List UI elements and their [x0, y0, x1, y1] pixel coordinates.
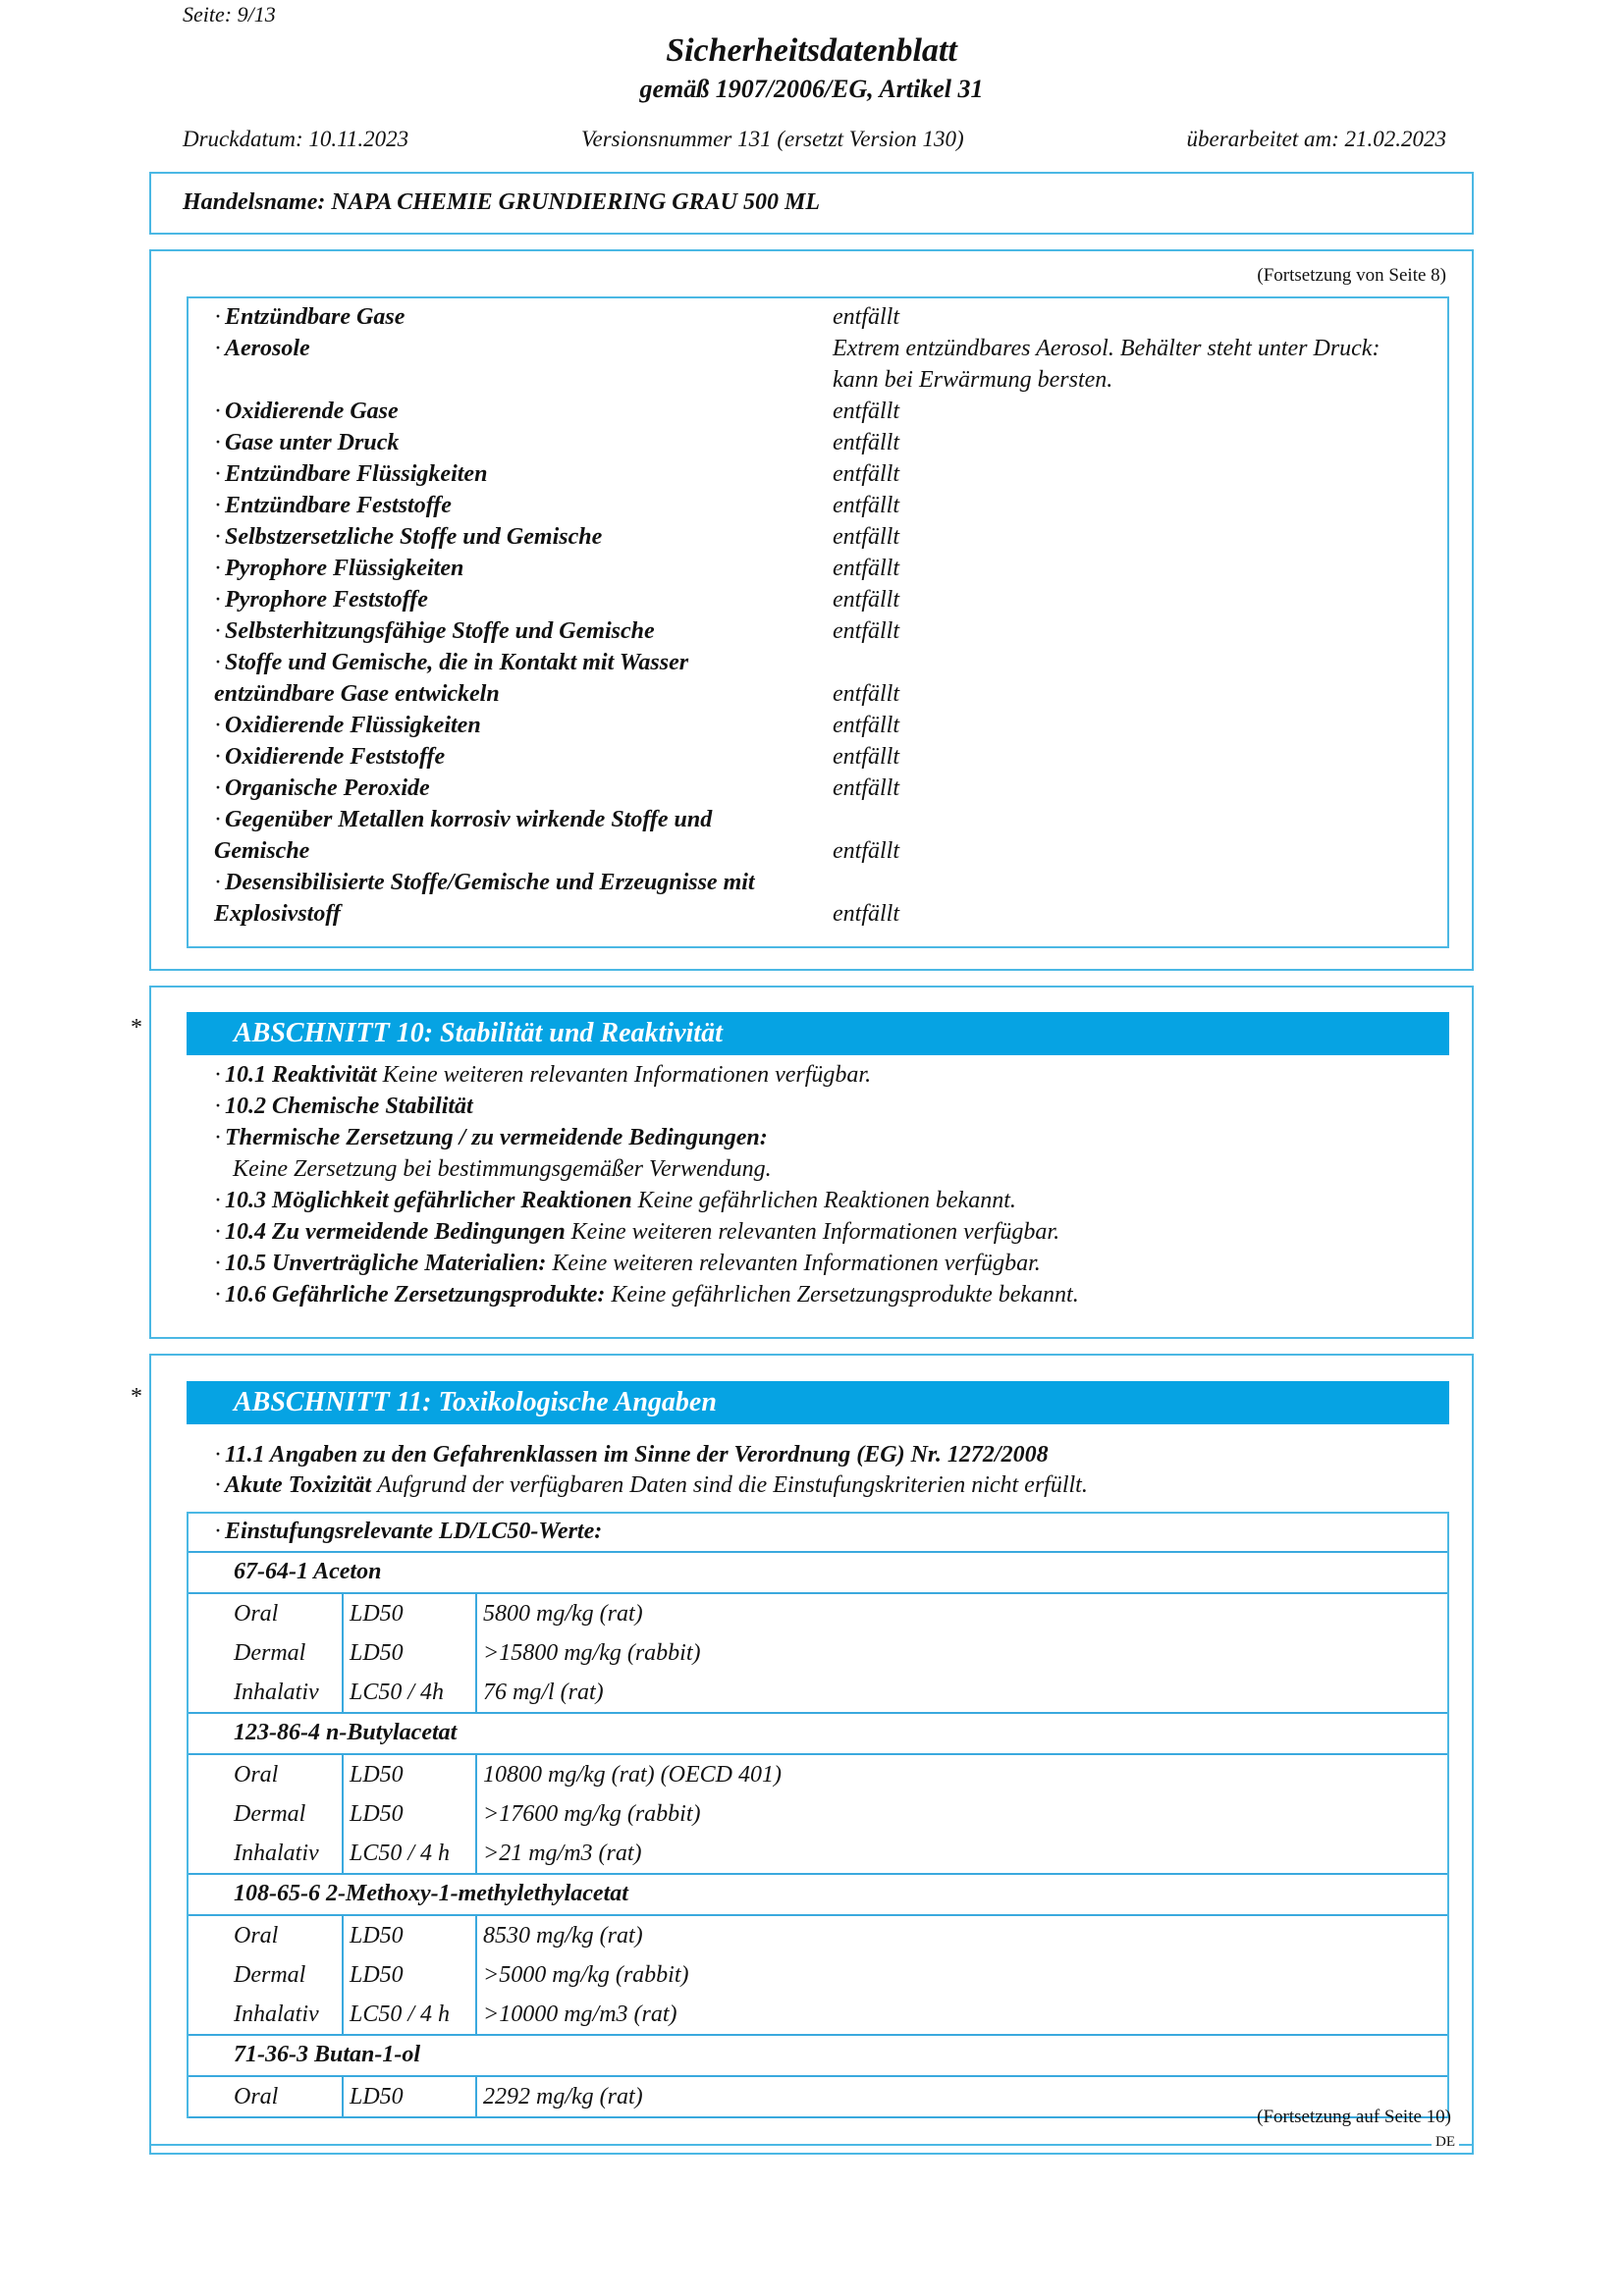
table-row: Oral LD50 10800 mg/kg (rat) (OECD 401) — [189, 1755, 1447, 1794]
hazard-label: Entzündbare Flüssigkeiten — [225, 461, 488, 487]
section-10-title: ABSCHNITT 10: Stabilität und Reaktivität — [187, 1012, 1449, 1055]
section-10-item: · 10.1 Reaktivität Keine weiteren relevanten Informationen verfügbar. — [214, 1062, 872, 1088]
revision-date: überarbeitet am: 21.02.2023 — [1186, 127, 1446, 151]
hazard-label: Desensibilisierte Stoffe/Gemische und Erzeugnisse mit Explosivstoff — [214, 870, 755, 927]
footer-divider — [149, 2144, 1474, 2146]
hazard-value: entfällt — [833, 304, 899, 330]
changed-marker: * — [131, 1384, 142, 1410]
hazard-label: Oxidierende Flüssigkeiten — [225, 713, 481, 738]
hazard-label: Stoffe und Gemische, die in Kontakt mit Wasser entzündbare Gase entwickeln — [214, 650, 689, 707]
section-11-item: · Akute Toxizität Aufgrund der verfügbaren Daten sind die Einstufungskriterien nicht erfüllt. — [214, 1472, 1088, 1498]
trade-name: Handelsname: NAPA CHEMIE GRUNDIERING GRAU 500 ML — [183, 189, 820, 215]
table-row: Dermal LD50 >17600 mg/kg (rabbit) — [189, 1794, 1447, 1834]
hazard-label: Entzündbare Feststoffe — [225, 493, 452, 518]
table-row: Dermal LD50 >15800 mg/kg (rabbit) — [189, 1633, 1447, 1673]
print-date: Druckdatum: 10.11.2023 — [183, 127, 409, 151]
hazard-value: entfällt — [833, 587, 899, 613]
hazard-label: Organische Peroxide — [225, 775, 430, 801]
substance-name: 108-65-6 2-Methoxy-1-methylethylacetat — [189, 1875, 1447, 1916]
hazard-value: entfällt — [833, 524, 899, 550]
hazard-label: Gase unter Druck — [225, 430, 400, 455]
hazard-label: Pyrophore Flüssigkeiten — [225, 556, 464, 581]
continued-on-note: (Fortsetzung auf Seite 10) — [1257, 2107, 1451, 2127]
section-10-item: · 10.6 Gefährliche Zersetzungsprodukte: Keine gefährlichen Zersetzungsprodukte bekannt. — [214, 1282, 1079, 1308]
table-row: Inhalativ LC50 / 4 h >21 mg/m3 (rat) — [189, 1834, 1447, 1873]
substance-name: 71-36-3 Butan-1-ol — [189, 2036, 1447, 2077]
hazard-label: Selbstzersetzliche Stoffe und Gemische — [225, 524, 603, 550]
substance-name: 123-86-4 n-Butylacetat — [189, 1714, 1447, 1755]
substance-values — [189, 1594, 1447, 1714]
hazard-value: entfällt — [833, 461, 899, 487]
substance-values — [189, 1916, 1447, 2036]
section-11-title: ABSCHNITT 11: Toxikologische Angaben — [187, 1381, 1449, 1424]
hazard-value: entfällt — [833, 713, 899, 738]
toxicity-table — [187, 1512, 1449, 2118]
section-10-item: · Thermische Zersetzung / zu vermeidende Bedingungen: — [214, 1125, 768, 1150]
table-row: Dermal LD50 >5000 mg/kg (rabbit) — [189, 1955, 1447, 1995]
hazard-value: Extrem entzündbares Aerosol. Behälter steht unter Druck: kann bei Erwärmung bersten. — [833, 336, 1380, 393]
hazard-value: entfällt — [833, 681, 899, 707]
substance-values — [189, 1755, 1447, 1875]
hazard-value: entfällt — [833, 493, 899, 518]
table-row: Oral LD50 2292 mg/kg (rat) — [189, 2077, 1447, 2116]
hazard-value: entfällt — [833, 838, 899, 864]
toxicity-table-header: · Einstufungsrelevante LD/LC50-Werte: — [189, 1514, 1447, 1553]
version-number: Versionsnummer 131 (ersetzt Version 130) — [581, 127, 964, 151]
language-code: DE — [1432, 2134, 1459, 2151]
hazard-value: entfällt — [833, 430, 899, 455]
hazard-label: Pyrophore Feststoffe — [225, 587, 428, 613]
hazard-label: Oxidierende Feststoffe — [225, 744, 446, 770]
changed-marker: * — [131, 1015, 142, 1041]
document-subtitle: gemäß 1907/2006/EG, Artikel 31 — [639, 75, 984, 103]
page-number: Seite: 9/13 — [183, 2, 276, 27]
hazard-label: Gegenüber Metallen korrosiv wirkende Stoffe und Gemische — [214, 807, 713, 864]
section-10-item: · 10.2 Chemische Stabilität — [214, 1094, 473, 1119]
document-title: Sicherheitsdatenblatt — [666, 32, 957, 69]
table-row: Inhalativ LC50 / 4 h >10000 mg/m3 (rat) — [189, 1995, 1447, 2034]
hazard-value: entfällt — [833, 744, 899, 770]
hazard-value: entfällt — [833, 775, 899, 801]
table-row: Oral LD50 8530 mg/kg (rat) — [189, 1916, 1447, 1955]
hazard-label: Oxidierende Gase — [225, 399, 399, 424]
table-row: Oral LD50 5800 mg/kg (rat) — [189, 1594, 1447, 1633]
hazard-label: Aerosole — [225, 336, 310, 361]
hazard-label: Selbsterhitzungsfähige Stoffe und Gemische — [225, 618, 655, 644]
substance-name: 67-64-1 Aceton — [189, 1553, 1447, 1594]
hazard-value: entfällt — [833, 556, 899, 581]
hazard-value: entfällt — [833, 618, 899, 644]
section-10-item: · 10.5 Unverträgliche Materialien: Keine weiteren relevanten Informationen verfügbar. — [214, 1251, 1041, 1276]
table-row: Inhalativ LC50 / 4h 76 mg/l (rat) — [189, 1673, 1447, 1712]
continued-from-note: (Fortsetzung von Seite 8) — [1257, 265, 1446, 286]
section-10-item: · 10.3 Möglichkeit gefährlicher Reaktionen Keine gefährlichen Reaktionen bekannt. — [214, 1188, 1016, 1213]
section-10-item: · 10.4 Zu vermeidende Bedingungen Keine weiteren relevanten Informationen verfügbar. — [214, 1219, 1060, 1245]
hazard-value: entfällt — [833, 399, 899, 424]
hazard-value: entfällt — [833, 901, 899, 927]
section-11-item: · 11.1 Angaben zu den Gefahrenklassen im Sinne der Verordnung (EG) Nr. 1272/2008 — [214, 1442, 1049, 1468]
hazard-label: Entzündbare Gase — [225, 304, 406, 330]
section-10-item: Keine Zersetzung bei bestimmungsgemäßer Verwendung. — [233, 1156, 772, 1182]
